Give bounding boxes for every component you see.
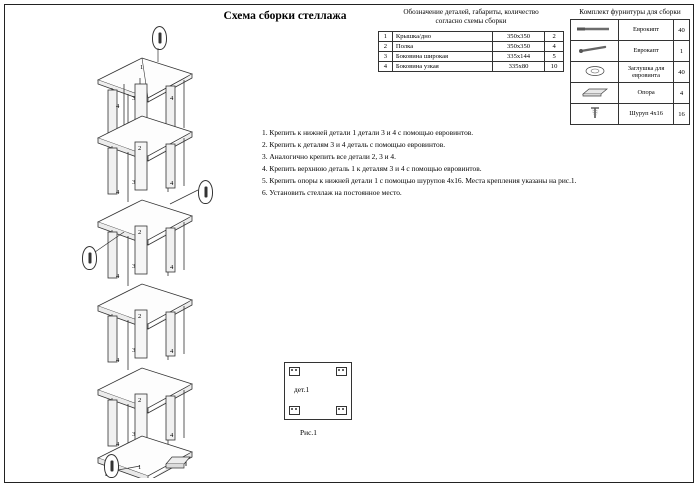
part-number: 4 xyxy=(379,62,393,72)
parts-heading-line2: согласно схемы сборки xyxy=(435,16,507,25)
hardware-name: Опора xyxy=(619,83,674,104)
hardware-quantity: 16 xyxy=(674,104,690,125)
table-row xyxy=(379,52,564,62)
euro-bolt-icon xyxy=(571,41,619,62)
part-ref-label: 3 xyxy=(132,431,136,438)
support-mount-point xyxy=(336,367,347,376)
page-title: Схема сборки стеллажа xyxy=(223,10,347,22)
callout-leader-lines xyxy=(20,18,260,478)
table-row xyxy=(571,83,690,104)
support-mount-point xyxy=(289,406,300,415)
table-row xyxy=(571,62,690,83)
table-row xyxy=(379,32,564,42)
assembly-step: 2. Крепить к деталям 3 и 4 деталь с помощью евровинтов. xyxy=(262,139,446,149)
part-ref-label: 1 xyxy=(140,64,144,71)
parts-table-heading xyxy=(378,8,564,26)
part-quantity: 2 xyxy=(545,32,564,42)
part-number: 3 xyxy=(379,52,393,62)
part-name: Боковина широкая xyxy=(392,52,492,62)
part-dimensions: 350х350 xyxy=(492,32,544,42)
cap-icon xyxy=(571,62,619,83)
part-ref-label: 4 xyxy=(170,264,174,271)
hardware-quantity: 1 xyxy=(674,41,690,62)
part-name: Полка xyxy=(392,42,492,52)
screw-icon xyxy=(571,104,619,125)
hardware-name: Шуруп 4х16 xyxy=(619,104,674,125)
part-ref-label: 4 xyxy=(116,189,120,196)
table-row xyxy=(571,20,690,41)
assembly-steps-list xyxy=(262,127,592,199)
parts-heading-line1: Обозначение деталей, габариты, количество xyxy=(403,8,539,16)
part-dimensions: 335х80 xyxy=(492,62,544,72)
part-dimensions: 350х350 xyxy=(492,42,544,52)
support-mount-point xyxy=(336,406,347,415)
part-ref-label: 3 xyxy=(132,263,136,270)
hardware-quantity: 40 xyxy=(674,62,690,83)
figure-1-caption: Рис.1 xyxy=(300,428,317,437)
assembly-step: 3. Аналогично крепить все детали 2, 3 и 4. xyxy=(262,151,396,161)
part-name: Боковина узкая xyxy=(392,62,492,72)
euro-screw-icon xyxy=(571,20,619,41)
part-ref-label: 3 xyxy=(132,95,136,102)
part-dimensions: 335х144 xyxy=(492,52,544,62)
part-ref-label: 2 xyxy=(138,397,142,404)
parts-table xyxy=(378,31,564,72)
part-ref-label: 2 xyxy=(138,229,142,236)
part-ref-label: 3 xyxy=(132,347,136,354)
hardware-table-heading: Комплект фурнитуры для сборки xyxy=(579,8,681,16)
part-name: Крышка/дно xyxy=(392,32,492,42)
hardware-quantity: 4 xyxy=(674,83,690,104)
part-ref-label: 4 xyxy=(116,273,120,280)
table-row xyxy=(379,62,564,72)
table-row xyxy=(571,41,690,62)
figure-1-part-label: дет.1 xyxy=(294,385,310,394)
support-mount-point xyxy=(289,367,300,376)
part-number: 1 xyxy=(379,32,393,42)
assembly-step: 4. Крепить верхнюю деталь 1 к деталям 3 и 4 с помощью евровинтов. xyxy=(262,163,482,173)
part-ref-label: 1 xyxy=(138,464,142,471)
part-quantity: 4 xyxy=(545,42,564,52)
hardware-quantity: 40 xyxy=(674,20,690,41)
assembly-step: 5. Крепить опоры к нижней детали 1 с помощью шурупов 4х16. Места крепления указаны на рис.1. xyxy=(262,175,577,185)
support-foot-icon xyxy=(160,450,200,476)
part-ref-label: 4 xyxy=(116,357,120,364)
part-ref-label: 4 xyxy=(116,441,120,448)
hardware-table xyxy=(570,19,690,125)
table-row xyxy=(379,42,564,52)
part-ref-label: 2 xyxy=(138,313,142,320)
assembly-step: 6. Установить стеллаж на постоянное место. xyxy=(262,187,402,197)
part-quantity: 10 xyxy=(545,62,564,72)
part-number: 2 xyxy=(379,42,393,52)
table-row xyxy=(571,104,690,125)
shelving-isometric-drawing xyxy=(20,18,260,478)
part-ref-label: 4 xyxy=(170,180,174,187)
part-ref-label: 4 xyxy=(170,432,174,439)
part-ref-label: 4 xyxy=(170,348,174,355)
support-icon xyxy=(571,83,619,104)
part-ref-label: 3 xyxy=(132,179,136,186)
part-ref-label: 4 xyxy=(170,95,174,102)
part-quantity: 5 xyxy=(545,52,564,62)
hardware-name: Еврокипт xyxy=(619,20,674,41)
hardware-name: Еврокапт xyxy=(619,41,674,62)
part-ref-label: 4 xyxy=(116,103,120,110)
part-ref-label: 2 xyxy=(138,145,142,152)
hardware-name: Заглушка для евровинта xyxy=(619,62,674,83)
assembly-step: 1. Крепить к нижней детали 1 детали 3 и 4 с помощью евровинтов. xyxy=(262,128,474,137)
